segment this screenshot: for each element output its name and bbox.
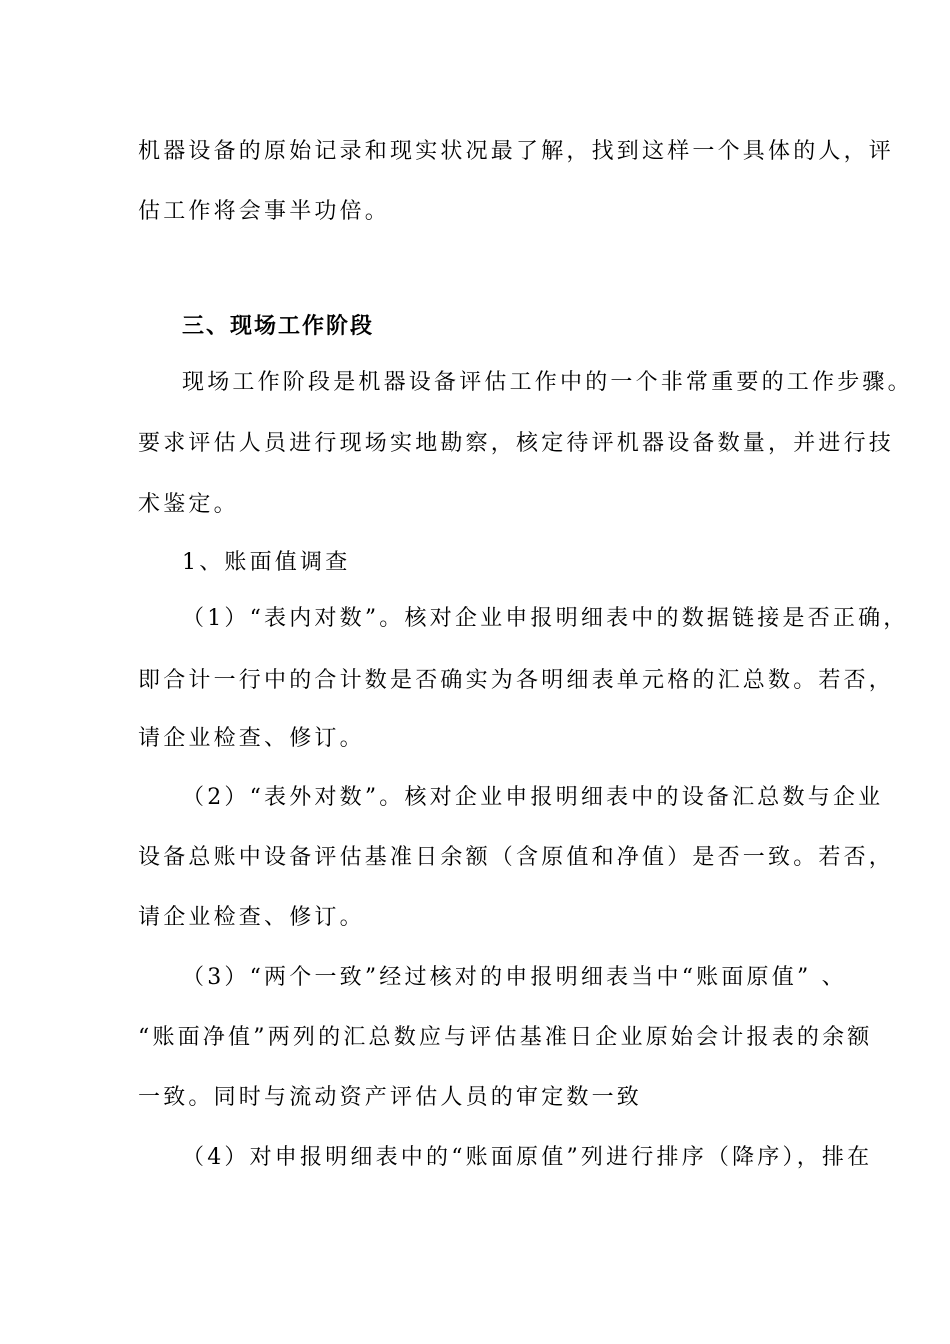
item-1-line-2: 即合计一行中的合计数是否确实为各明细表单元格的汇总数。若否， bbox=[138, 668, 895, 693]
paragraph-line-3: 现场工作阶段是机器设备评估工作中的一个非常重要的工作步骤。 bbox=[182, 370, 913, 395]
item-2-line-3: 请企业检查、修订。 bbox=[138, 905, 365, 930]
paragraph-line-4: 要求评估人员进行现场实地勘察，核定待评机器设备数量，并进行技 bbox=[138, 431, 895, 456]
item-2-line-1: （2）“表外对数”。核对企业申报明细表中的设备汇总数与企业 bbox=[182, 785, 884, 810]
item-4-line-1: （4）对申报明细表中的“账面原值”列进行排序（降序），排在 bbox=[182, 1145, 873, 1170]
item-2-line-2: 设备总账中设备评估基准日余额（含原值和净值）是否一致。若否， bbox=[138, 845, 895, 870]
section-heading: 三、现场工作阶段 bbox=[182, 314, 375, 339]
item-3-line-1: （3）“两个一致”经过核对的申报明细表当中“账面原值” 、 bbox=[182, 965, 847, 990]
subsection-heading: 1、账面值调查 bbox=[182, 550, 351, 575]
paragraph-line-2: 估工作将会事半功倍。 bbox=[138, 199, 391, 224]
item-1-line-3: 请企业检查、修订。 bbox=[138, 726, 365, 751]
item-3-line-2: “账面净值”两列的汇总数应与评估基准日企业原始会计报表的余额 bbox=[138, 1025, 873, 1050]
paragraph-line-5: 术鉴定。 bbox=[138, 492, 239, 517]
paragraph-line-1: 机器设备的原始记录和现实状况最了解，找到这样一个具体的人，评 bbox=[138, 139, 895, 164]
item-3-line-3: 一致。同时与流动资产评估人员的审定数一致 bbox=[138, 1085, 643, 1110]
item-1-line-1: （1）“表内对数”。核对企业申报明细表中的数据链接是否正确， bbox=[182, 606, 909, 631]
